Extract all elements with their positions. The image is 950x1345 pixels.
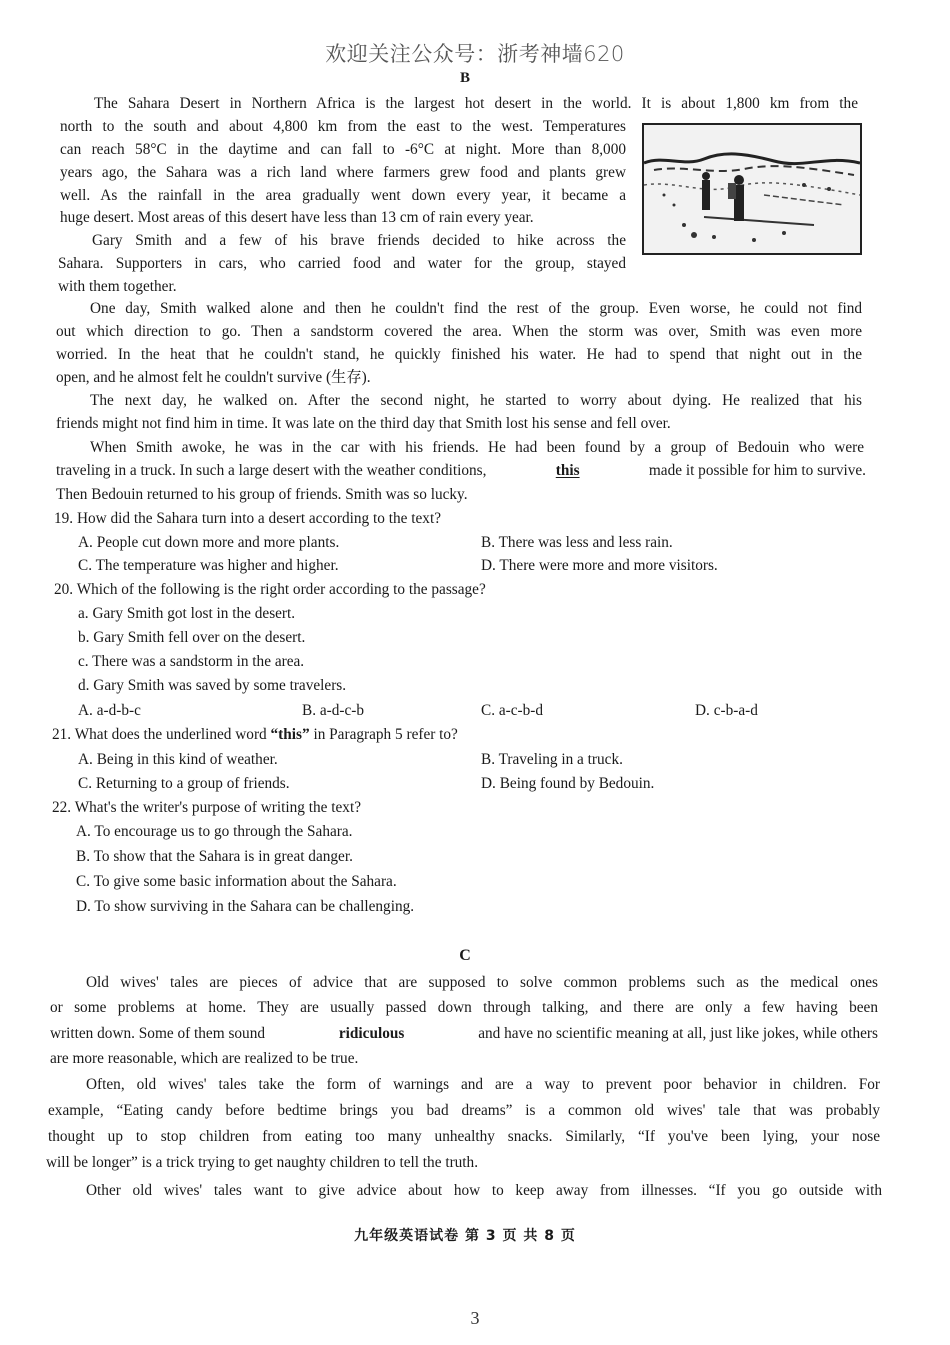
option-b[interactable]: B. To show that the Sahara is in great danger.	[76, 848, 353, 865]
question-keyword: “this”	[270, 726, 310, 743]
section-c-title: C	[459, 947, 471, 964]
passage-line: north to the south and about 4,800 km from the east to the west. Temperatures	[60, 118, 626, 135]
option-d[interactable]: D. There were more and more visitors.	[481, 557, 718, 574]
passage-line: Old wives' tales are pieces of advice that are supposed to solve common problems such as the medical ones	[86, 974, 878, 991]
option-b[interactable]: B. a-d-c-b	[302, 702, 365, 719]
question-text: What's the writer's purpose of writing the text?	[74, 799, 361, 816]
passage-line: Other old wives' tales want to give advice about how to keep away from illnesses. “If you go outside with	[86, 1182, 882, 1199]
option-c[interactable]: C. To give some basic information about the Sahara.	[76, 873, 397, 890]
passage-line: example, “Eating candy before bedtime brings you bad dreams” is a common old wives' tale that was probably	[48, 1102, 880, 1119]
option-d[interactable]: D. Being found by Bedouin.	[481, 775, 655, 792]
question-stem	[54, 509, 441, 529]
option-c[interactable]: C. The temperature was higher and higher.	[78, 557, 339, 574]
passage-line: The Sahara Desert in Northern Africa is the largest hot desert in the world. It is about 1,800 km from the	[94, 95, 858, 112]
question-text: What does the underlined word	[74, 726, 271, 743]
order-item-c: c. There was a sandstorm in the area.	[78, 653, 305, 670]
option-b[interactable]: B. Traveling in a truck.	[481, 751, 623, 768]
question-number: 19.	[54, 510, 74, 527]
passage-line: open, and he almost felt he couldn't survive (生存).	[56, 369, 371, 386]
option-b[interactable]: B. There was less and less rain.	[481, 534, 673, 551]
passage-line	[56, 461, 866, 481]
passage-line: are more reasonable, which are realized to be true.	[50, 1050, 359, 1067]
order-item-a: a. Gary Smith got lost in the desert.	[78, 605, 296, 622]
option-c[interactable]: C. a-c-b-d	[481, 702, 544, 719]
question-number: 22.	[52, 799, 72, 816]
section-b-title: B	[459, 70, 470, 86]
passage-line: can reach 58°C in the daytime and can fall to -6°C at night. More than 8,000	[60, 141, 626, 158]
passage-text: written down. Some of them sound	[50, 1025, 265, 1042]
option-a[interactable]: A. To encourage us to go through the Sahara.	[76, 823, 353, 840]
passage-text: made it possible for him to survive.	[648, 462, 866, 479]
passage-line: will be longer” is a trick trying to get naughty children to tell the truth.	[46, 1154, 479, 1171]
passage-line	[50, 1024, 878, 1044]
bold-word-ridiculous: ridiculous	[338, 1025, 405, 1042]
question-number: 21.	[52, 726, 72, 743]
passage-line: Gary Smith and a few of his brave friends decided to hike across the	[92, 232, 626, 249]
passage-line: or some problems at home. They are usually passed down through talking, and there are only a few having been	[50, 999, 878, 1016]
order-item-d: d. Gary Smith was saved by some travelers.	[78, 677, 347, 694]
option-d[interactable]: D. c-b-a-d	[695, 702, 758, 719]
option-a[interactable]: A. Being in this kind of weather.	[78, 751, 278, 768]
option-d[interactable]: D. To show surviving in the Sahara can be challenging.	[76, 898, 415, 915]
desert-illustration-icon	[644, 125, 860, 253]
passage-line: huge desert. Most areas of this desert have less than 13 cm of rain every year.	[60, 209, 534, 226]
question-stem	[52, 725, 458, 745]
watermark-text: 欢迎关注公众号：浙考神墙620	[325, 42, 625, 66]
passage-line: years ago, the Sahara was a rich land where farmers grew food and plants grew	[60, 164, 626, 181]
page-footer: 九年级英语试卷 第 3 页 共 8 页	[354, 1228, 576, 1244]
passage-text: traveling in a truck. In such a large desert with the weather conditions,	[56, 462, 487, 479]
question-text: in Paragraph 5 refer to?	[309, 726, 458, 743]
passage-line: thought up to stop children from eating too many unhealthy snacks. Similarly, “If you've been lying, your nose	[48, 1128, 880, 1145]
passage-line: well. As the rainfall in the area gradually went down every year, it became a	[60, 187, 626, 204]
desert-hikers-illustration	[642, 123, 862, 255]
passage-line: friends might not find him in time. It was late on the third day that Smith lost his sense and fell over.	[56, 415, 671, 432]
question-text: How did the Sahara turn into a desert according to the text?	[76, 510, 441, 527]
option-a[interactable]: A. People cut down more and more plants.	[78, 534, 340, 551]
order-item-b: b. Gary Smith fell over on the desert.	[78, 629, 306, 646]
option-a[interactable]: A. a-d-b-c	[78, 702, 141, 719]
passage-line: The next day, he walked on. After the second night, he started to worry about dying. He realized that his	[90, 392, 862, 409]
passage-line: When Smith awoke, he was in the car with his friends. He had been found by a group of Bedouin who were	[90, 439, 864, 456]
question-stem	[52, 798, 361, 818]
question-stem	[54, 580, 486, 600]
underlined-word-this: this	[555, 462, 580, 479]
option-c[interactable]: C. Returning to a group of friends.	[78, 775, 290, 792]
passage-text: and have no scientific meaning at all, just like jokes, while others	[478, 1025, 878, 1042]
passage-line: with them together.	[58, 278, 177, 295]
passage-line: One day, Smith walked alone and then he couldn't find the rest of the group. Even worse, he could not find	[90, 300, 862, 317]
page-number: 3	[470, 1308, 480, 1328]
passage-line: worried. In the heat that he couldn't stand, he quickly finished his water. He had to spend that night out in the	[56, 346, 862, 363]
passage-line: out which direction to go. Then a sandstorm covered the area. When the storm was over, Smith was even more	[56, 323, 862, 340]
passage-line: Then Bedouin returned to his group of friends. Smith was so lucky.	[56, 486, 468, 503]
passage-line: Sahara. Supporters in cars, who carried food and water for the group, stayed	[58, 255, 626, 272]
question-text: Which of the following is the right order according to the passage?	[76, 581, 486, 598]
question-number: 20.	[54, 581, 74, 598]
passage-line: Often, old wives' tales take the form of warnings and are a way to prevent poor behavior in children. For	[86, 1076, 880, 1093]
